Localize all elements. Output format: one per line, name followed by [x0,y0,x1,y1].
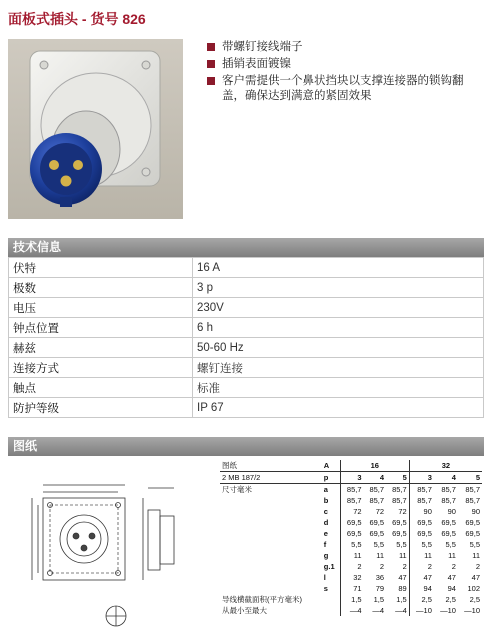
dim-value: 1,5 [340,594,363,605]
product-photo [8,39,183,219]
spec-key: 极数 [9,278,193,298]
dim-label: 从最小至最大 [222,606,267,615]
table-row [220,550,482,561]
plug-image [8,39,183,219]
dim-value: —10 [464,606,480,615]
dim-value: 2 [409,561,434,572]
page-title: 面板式插头 - 货号 826 [8,11,146,27]
dim-value: 90 [409,506,434,517]
dim-value: —4 [372,606,385,615]
dim-key: e [323,529,328,538]
dim-value: 5,5 [340,539,363,550]
table-row [220,506,482,517]
spec-value: 3 p [193,278,484,298]
table-row [220,472,482,484]
table-row [220,484,482,496]
dim-key: s [323,584,328,593]
spec-value: 螺钉连接 [193,358,484,378]
spec-value: IP 67 [193,398,484,418]
spec-value: 标准 [193,378,484,398]
dim-value: 5,5 [469,540,480,549]
list-item: 带螺钉接线端子 [206,40,484,55]
dim-value: 5 [386,472,409,484]
dim-value: 2,5 [445,595,456,604]
dim-value: 11 [340,550,363,561]
specs-header: 技术信息 [8,238,484,257]
dim-value: 72 [375,507,385,516]
spec-value: 50-60 Hz [193,338,484,358]
dim-value: 85,7 [340,484,363,496]
dim-value: 85,7 [409,484,434,496]
table-row [9,298,484,318]
dim-value: 2 [340,561,363,572]
dim-value: 11 [398,551,407,560]
dim-value: 72 [340,506,363,517]
dim-value: 69,5 [369,518,385,527]
dim-value: 2,5 [409,594,434,605]
dim-value: 2 [379,562,385,571]
table-row [9,258,484,278]
drawing-svg [8,458,218,631]
dim-key: A [322,460,341,472]
specs-table [8,257,484,418]
dim-label [220,506,322,517]
dim-value: 2,5 [469,595,480,604]
dim-value: 2 [475,562,480,571]
dim-value: —4 [395,606,407,615]
bullet-icon [207,43,215,51]
dim-value: 69,5 [465,518,480,527]
dim-value: 11 [409,550,434,561]
dim-value: 5,5 [409,539,434,550]
table-row [220,605,482,616]
spec-value: 6 h [193,318,484,338]
dim-value: 102 [467,584,480,593]
dim-value: 69,5 [409,517,434,528]
dim-value: 5,5 [445,540,456,549]
drawing-header: 图纸 [8,437,484,456]
spec-key: 钟点位置 [9,318,193,338]
table-row [220,594,482,605]
dim-value: 85,7 [465,496,480,505]
dim-value: 85,7 [392,496,407,505]
dim-value: 85,7 [441,485,456,494]
dim-key: d [323,518,329,527]
dim-value: 85,7 [441,496,456,505]
dim-value: 69,5 [441,529,456,538]
dimension-table [220,460,482,616]
dim-value: 85,7 [340,495,363,506]
dim-value: 90 [471,507,480,516]
dim-label [220,550,322,561]
dim-label: 尺寸毫米 [222,485,252,494]
dim-value: 2 [451,562,456,571]
dim-value: 5,5 [396,540,407,549]
dim-value: 1,5 [373,595,385,604]
dim-value: 3 [340,472,363,484]
dim-group-header: 16 [340,460,409,472]
dim-value: 79 [375,584,385,593]
spec-value: 16 A [193,258,484,278]
table-row [9,398,484,418]
dim-key: p [322,472,341,484]
dim-key [322,594,341,605]
dim-value: 69,5 [392,518,407,527]
dim-key: f [323,540,327,549]
dim-value: 11 [472,551,480,560]
table-row [220,517,482,528]
dim-value: 85,7 [409,495,434,506]
table-row [220,460,482,472]
spec-key: 防护等级 [9,398,193,418]
dim-value: 69,5 [369,529,385,538]
spec-value: 230V [193,298,484,318]
dim-value: 69,5 [441,518,456,527]
dim-key: l [323,573,326,582]
list-item: 客户需提供一个鼻状挡块以支撑连接器的锁钩翻盖，确保达到满意的紧固效果 [206,74,484,104]
table-row [220,572,482,583]
dim-value: 69,5 [340,528,363,539]
dim-value: 85,7 [465,485,480,494]
dim-value: 4 [364,472,387,484]
dim-key [322,605,341,616]
dim-label [220,517,322,528]
dim-group-header: 32 [409,460,482,472]
spec-key: 赫兹 [9,338,193,358]
dim-value: 11 [376,551,385,560]
spec-key: 电压 [9,298,193,318]
dim-label [220,583,322,594]
dim-label: 图纸 [220,460,322,472]
dim-value: 1,5 [396,595,407,604]
dim-value: 4 [434,472,458,484]
dim-label [220,561,322,572]
spec-key: 伏特 [9,258,193,278]
dim-label [220,572,322,583]
bullet-icon [207,60,215,68]
spec-key: 触点 [9,378,193,398]
table-row [9,358,484,378]
dim-value: 71 [340,583,363,594]
table-row [9,318,484,338]
dim-value: 2 [402,562,407,571]
dim-value: —4 [340,605,363,616]
dim-value: 5 [458,472,482,484]
dim-value: 47 [471,573,480,582]
table-row [220,528,482,539]
dim-key: a [323,485,328,494]
table-row [220,495,482,506]
dim-value: 94 [409,583,434,594]
table-row [220,539,482,550]
dim-key: g.1 [323,562,335,571]
dim-value: 69,5 [465,529,480,538]
dim-label [220,539,322,550]
dim-value: 3 [409,472,434,484]
dim-value: 94 [447,584,456,593]
dim-value: 11 [448,551,456,560]
bullet-icon [207,77,215,85]
dim-value: 85,7 [369,485,385,494]
dim-value: 85,7 [369,496,385,505]
table-row [9,378,484,398]
dim-label: 导线横截面积(平方毫米) [222,595,302,604]
table-row [9,278,484,298]
dim-value: 85,7 [392,485,407,494]
spec-key: 连接方式 [9,358,193,378]
dim-value: —10 [409,605,434,616]
dim-value: 69,5 [340,517,363,528]
dim-value: 47 [398,573,407,582]
dim-value: 69,5 [409,528,434,539]
dim-value: 47 [447,573,456,582]
dim-label [220,495,322,506]
feature-list [206,40,484,106]
dim-value: 69,5 [392,529,407,538]
dim-value: 47 [409,572,434,583]
dim-key: c [323,507,328,516]
dim-label [220,528,322,539]
dim-value: 5,5 [373,540,385,549]
dim-label: 2 MB 187/2 [220,472,322,484]
table-row [9,338,484,358]
dim-value: —10 [440,606,456,615]
table-row [220,561,482,572]
dim-value: 90 [447,507,456,516]
dim-value: 36 [375,573,385,582]
table-row [220,583,482,594]
list-item: 插销表面镀镍 [206,57,484,72]
dim-value: 32 [340,572,363,583]
dim-key: g [323,551,329,560]
dim-value: 89 [398,584,407,593]
dim-value: 72 [398,507,407,516]
dim-key: b [323,496,329,505]
